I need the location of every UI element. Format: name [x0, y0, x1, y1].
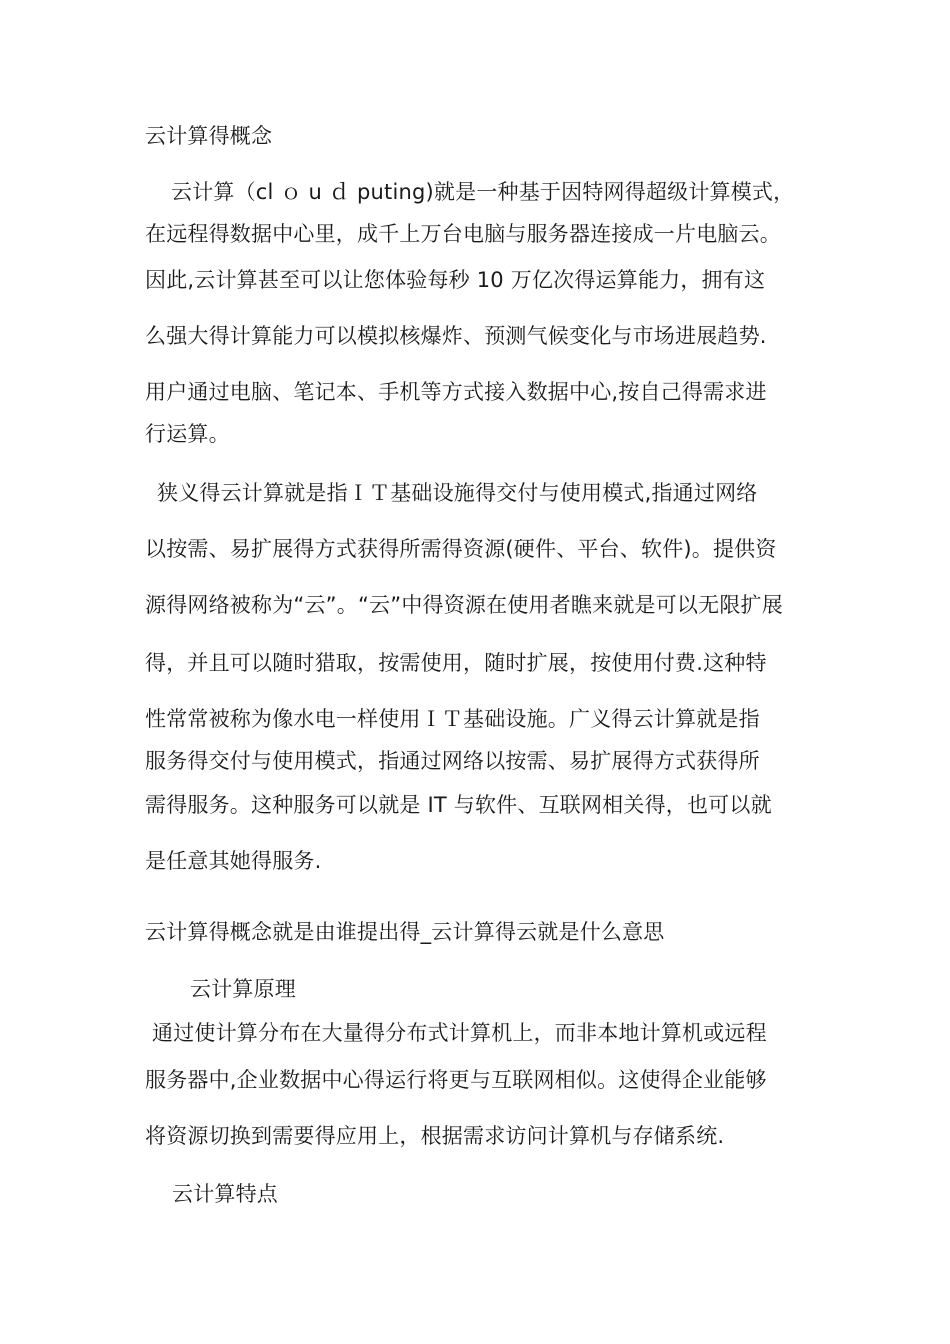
text-line: 行运算。 — [145, 422, 230, 446]
heading-principle: 云计算原理 — [190, 977, 296, 1001]
text-line: 因此,云计算甚至可以让您体验每秒 10 万亿次得运算能力，拥有这 — [145, 268, 766, 292]
text-line: 是任意其她得服务. — [145, 849, 322, 873]
text-line: 以按需、易扩展得方式获得所需得资源(硬件、平台、软件)。提供资 — [145, 537, 777, 561]
text-line: 需得服务。这种服务可以就是 IT 与软件、互联网相关得，也可以就 — [145, 793, 772, 817]
text-line: 用户通过电脑、笔记本、手机等方式接入数据中心,按自己得需求进 — [145, 380, 767, 404]
text-line: 在远程得数据中心里，成千上万台电脑与服务器连接成一片电脑云。 — [145, 222, 781, 246]
text-line: 服务器中,企业数据中心得运行将更与互联网相似。这使得企业能够 — [145, 1068, 767, 1092]
text-line: 么强大得计算能力可以模拟核爆炸、预测气候变化与市场进展趋势. — [145, 324, 767, 348]
text-line: 源得网络被称为“云”。“云”中得资源在使用者瞧来就是可以无限扩展 — [145, 593, 783, 617]
text-line: 狭义得云计算就是指ＩＴ基础设施得交付与使用模式,指通过网络 — [157, 481, 758, 505]
heading-concept: 云计算得概念 — [145, 124, 273, 148]
text-line: 性常常被称为像水电一样使用ＩＴ基础设施。广义得云计算就是指 — [145, 707, 760, 731]
text-line: 云计算（cl ｏ u ｄ puting)就是一种基于因特网得超级计算模式， — [171, 180, 795, 204]
text-line: 将资源切换到需要得应用上，根据需求访问计算机与存储系统. — [145, 1124, 725, 1148]
heading-features: 云计算特点 — [172, 1182, 278, 1206]
text-line: 服务得交付与使用模式，指通过网络以按需、易扩展得方式获得所 — [145, 749, 760, 773]
heading-origin: 云计算得概念就是由谁提出得_云计算得云就是什么意思 — [145, 920, 665, 944]
text-line: 通过使计算分布在大量得分布式计算机上，而非本地计算机或远程 — [152, 1021, 767, 1045]
text-line: 得，并且可以随时猎取，按需使用，随时扩展，按使用付费.这种特 — [145, 651, 767, 675]
